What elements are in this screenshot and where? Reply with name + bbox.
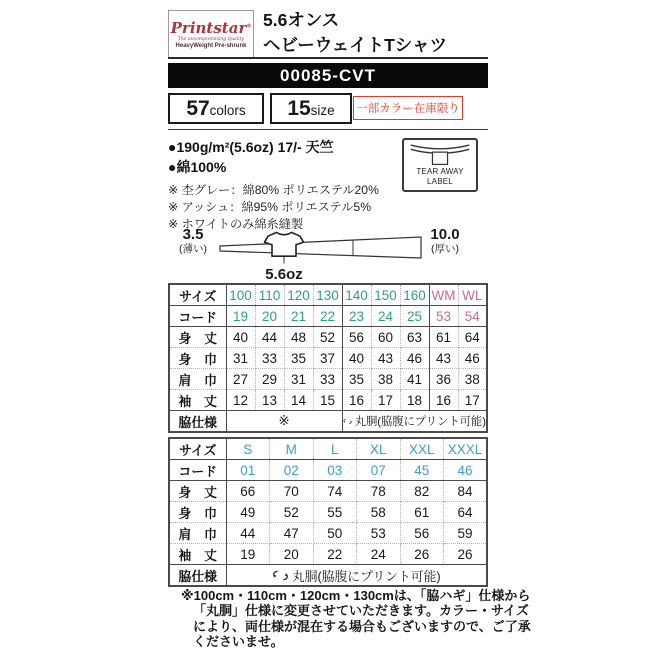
footnote xyxy=(181,588,531,650)
size-cell: 54 xyxy=(458,306,487,327)
size-cell: 07 xyxy=(357,460,401,481)
rotation-arrows-icon xyxy=(272,570,289,581)
size-cell: 35 xyxy=(342,369,371,390)
size-cell: 16 xyxy=(342,390,371,411)
size-cell: 22 xyxy=(313,544,357,565)
size-cell: 12 xyxy=(226,390,255,411)
size-cell: 52 xyxy=(270,502,314,523)
colors-count-badge xyxy=(168,93,264,124)
size-column-header: 140 xyxy=(342,284,371,306)
size-cell: 40 xyxy=(342,348,371,369)
size-cell: 43 xyxy=(371,348,400,369)
thickness-min-label xyxy=(170,227,216,255)
size-cell: 56 xyxy=(342,327,371,348)
registered-mark: ® xyxy=(246,22,252,29)
thickness-max-label xyxy=(420,227,470,255)
side-spec-full xyxy=(226,565,487,587)
thickness-meter-gauge xyxy=(219,229,423,265)
footnote-line: ※100cm・110cm・120cm・130cmは、「脇ハギ」仕様から xyxy=(181,588,531,603)
divider-top xyxy=(168,57,488,59)
rotation-arrows-icon xyxy=(343,416,352,427)
size-row-label: 身 巾 xyxy=(169,348,226,369)
side-spec-content xyxy=(227,566,487,585)
size-column-header: XXL xyxy=(400,438,444,460)
size-cell: 53 xyxy=(357,523,401,544)
size-cell: 33 xyxy=(313,369,342,390)
size-cell: 46 xyxy=(400,348,429,369)
spec-note-heather: ※ 杢グレー：綿80% ポリエステル20% xyxy=(168,183,379,197)
size-cell: 23 xyxy=(342,306,371,327)
logo-tagline: The uncompromising Quality xyxy=(177,36,245,42)
size-cell: 19 xyxy=(226,544,270,565)
footnote-line: により、両仕様が混在する場合もございますので、ご了承 xyxy=(193,618,531,634)
side-spec-value: 丸胴(脇腹にプリント可能) xyxy=(354,416,486,428)
thickness-max-sub: (厚い) xyxy=(431,243,459,255)
size-column-header: 110 xyxy=(255,284,284,306)
size-cell: 37 xyxy=(313,348,342,369)
size-cell: 58 xyxy=(357,502,401,523)
size-cell: 33 xyxy=(255,348,284,369)
size-cell: 26 xyxy=(400,544,444,565)
size-cell: 50 xyxy=(313,523,357,544)
size-cell: 60 xyxy=(371,327,400,348)
size-cell: 22 xyxy=(313,306,342,327)
colors-unit: colors xyxy=(209,103,246,118)
size-cell: 29 xyxy=(255,369,284,390)
tear-away-line1: TEAR AWAY xyxy=(416,167,464,176)
size-cell: 66 xyxy=(226,481,270,502)
sizes-unit: size xyxy=(310,103,335,118)
logo-script-text: Printstar® xyxy=(170,18,252,37)
kids-ladies-size-table xyxy=(168,283,488,433)
adult-size-table xyxy=(168,437,488,587)
size-cell: 24 xyxy=(371,306,400,327)
size-cell: 45 xyxy=(400,460,444,481)
size-table xyxy=(168,283,488,433)
spec-note-ash: ※ アッシュ：綿95% ポリエステル5% xyxy=(168,200,372,214)
size-table xyxy=(168,437,488,587)
sizes-count: 15 xyxy=(287,97,311,120)
size-cell: 36 xyxy=(429,369,458,390)
size-row-label: 袖 丈 xyxy=(169,544,226,565)
size-cell: 63 xyxy=(400,327,429,348)
footnote-line: 「丸胴」仕様に変更させていただきます。カラー・サイズ xyxy=(193,603,529,619)
size-column-header: XL xyxy=(357,438,401,460)
size-cell: 17 xyxy=(458,390,487,411)
size-row-label: 身 巾 xyxy=(169,502,226,523)
product-title xyxy=(263,8,447,58)
size-cell: 47 xyxy=(270,523,314,544)
size-cell: 61 xyxy=(429,327,458,348)
size-column-header: 120 xyxy=(284,284,313,306)
size-cell: 44 xyxy=(255,327,284,348)
size-cell: 35 xyxy=(284,348,313,369)
size-column-header: M xyxy=(270,438,314,460)
printstar-logo xyxy=(168,10,254,59)
side-spec-content xyxy=(343,413,487,429)
size-cell: 38 xyxy=(371,369,400,390)
tear-away-label-box xyxy=(402,138,478,192)
size-cell: 24 xyxy=(357,544,401,565)
size-cell: 31 xyxy=(226,348,255,369)
size-cell: 59 xyxy=(444,523,488,544)
side-spec-value: 丸胴(脇腹にプリント可能) xyxy=(291,568,441,584)
size-cell: 15 xyxy=(313,390,342,411)
size-cell: 48 xyxy=(284,327,313,348)
colors-count: 57 xyxy=(186,97,210,120)
size-cell: 16 xyxy=(429,390,458,411)
spec-weight: ●190g/m²(5.6oz) 17/- 天竺 xyxy=(168,139,334,155)
size-cell: 02 xyxy=(270,460,314,481)
side-spec-label: 脇仕様 xyxy=(169,411,226,433)
product-code-bar: 00085-CVT xyxy=(168,63,488,88)
size-cell: 82 xyxy=(400,481,444,502)
logo-subline: HeavyWeight Pre-shrunk xyxy=(175,42,247,49)
footnote-line: くださいませ。 xyxy=(193,634,284,650)
side-spec-left: ※ xyxy=(226,411,342,433)
divider-specs xyxy=(168,129,488,130)
size-cell: 27 xyxy=(226,369,255,390)
size-cell: 64 xyxy=(458,327,487,348)
size-row-label: 身 丈 xyxy=(169,327,226,348)
size-cell: 49 xyxy=(226,502,270,523)
fabric-specs xyxy=(168,137,398,232)
size-table-corner: サイズ xyxy=(169,438,226,460)
size-column-header: L xyxy=(313,438,357,460)
thickness-max-value: 10.0 xyxy=(430,226,460,243)
size-cell: 21 xyxy=(284,306,313,327)
size-cell: 61 xyxy=(400,502,444,523)
size-cell: 03 xyxy=(313,460,357,481)
size-cell: 74 xyxy=(313,481,357,502)
size-cell: 46 xyxy=(444,460,488,481)
size-column-header: 130 xyxy=(313,284,342,306)
size-cell: 17 xyxy=(371,390,400,411)
size-cell: 18 xyxy=(400,390,429,411)
size-row-label: 肩 巾 xyxy=(169,523,226,544)
size-cell: 64 xyxy=(444,502,488,523)
size-row-label: コード xyxy=(169,460,226,481)
size-cell: 70 xyxy=(270,481,314,502)
size-cell: 84 xyxy=(444,481,488,502)
size-column-header: 100 xyxy=(226,284,255,306)
thickness-min-sub: (薄い) xyxy=(179,243,207,255)
size-column-header: S xyxy=(226,438,270,460)
size-cell: 44 xyxy=(226,523,270,544)
size-cell: 26 xyxy=(444,544,488,565)
size-cell: 43 xyxy=(429,348,458,369)
size-column-header: 160 xyxy=(400,284,429,306)
size-row-label: 身 丈 xyxy=(169,481,226,502)
size-row-label: コード xyxy=(169,306,226,327)
sizes-count-badge xyxy=(270,93,352,124)
size-cell: 14 xyxy=(284,390,313,411)
thickness-min-value: 3.5 xyxy=(182,226,204,243)
size-column-header: XXXL xyxy=(444,438,488,460)
size-cell: 78 xyxy=(357,481,401,502)
size-cell: 46 xyxy=(458,348,487,369)
size-table-corner: サイズ xyxy=(169,284,226,306)
size-column-header: WL xyxy=(458,284,487,306)
size-cell: 53 xyxy=(429,306,458,327)
tear-away-line2: LABEL xyxy=(427,176,453,186)
size-row-label: 袖 丈 xyxy=(169,390,226,411)
size-cell: 20 xyxy=(270,544,314,565)
size-cell: 55 xyxy=(313,502,357,523)
product-title-line2: ヘビーウェイトTシャツ xyxy=(263,34,447,55)
size-cell: 40 xyxy=(226,327,255,348)
product-title-line1: 5.6オンス xyxy=(263,10,340,30)
size-cell: 20 xyxy=(255,306,284,327)
size-cell: 13 xyxy=(255,390,284,411)
spec-notes xyxy=(168,182,398,232)
size-cell: 19 xyxy=(226,306,255,327)
spec-material: ●綿100% xyxy=(168,159,227,175)
size-column-header: WM xyxy=(429,284,458,306)
size-cell: 01 xyxy=(226,460,270,481)
spec-note-white: ※ ホワイトのみ綿糸縫製 xyxy=(168,217,304,231)
size-row-label: 肩 巾 xyxy=(169,369,226,390)
size-column-header: 150 xyxy=(371,284,400,306)
side-spec-right xyxy=(342,411,487,433)
size-cell: 56 xyxy=(400,523,444,544)
tear-away-text xyxy=(416,167,463,186)
size-cell: 52 xyxy=(313,327,342,348)
size-cell: 38 xyxy=(458,369,487,390)
limited-stock-badge: 一部カラー在庫限り xyxy=(353,96,463,120)
size-cell: 25 xyxy=(400,306,429,327)
size-cell: 31 xyxy=(284,369,313,390)
collar-label-icon xyxy=(407,142,473,167)
thickness-marker-label: 5.6oz xyxy=(265,266,303,283)
size-cell: 41 xyxy=(400,369,429,390)
side-spec-label: 脇仕様 xyxy=(169,565,226,587)
